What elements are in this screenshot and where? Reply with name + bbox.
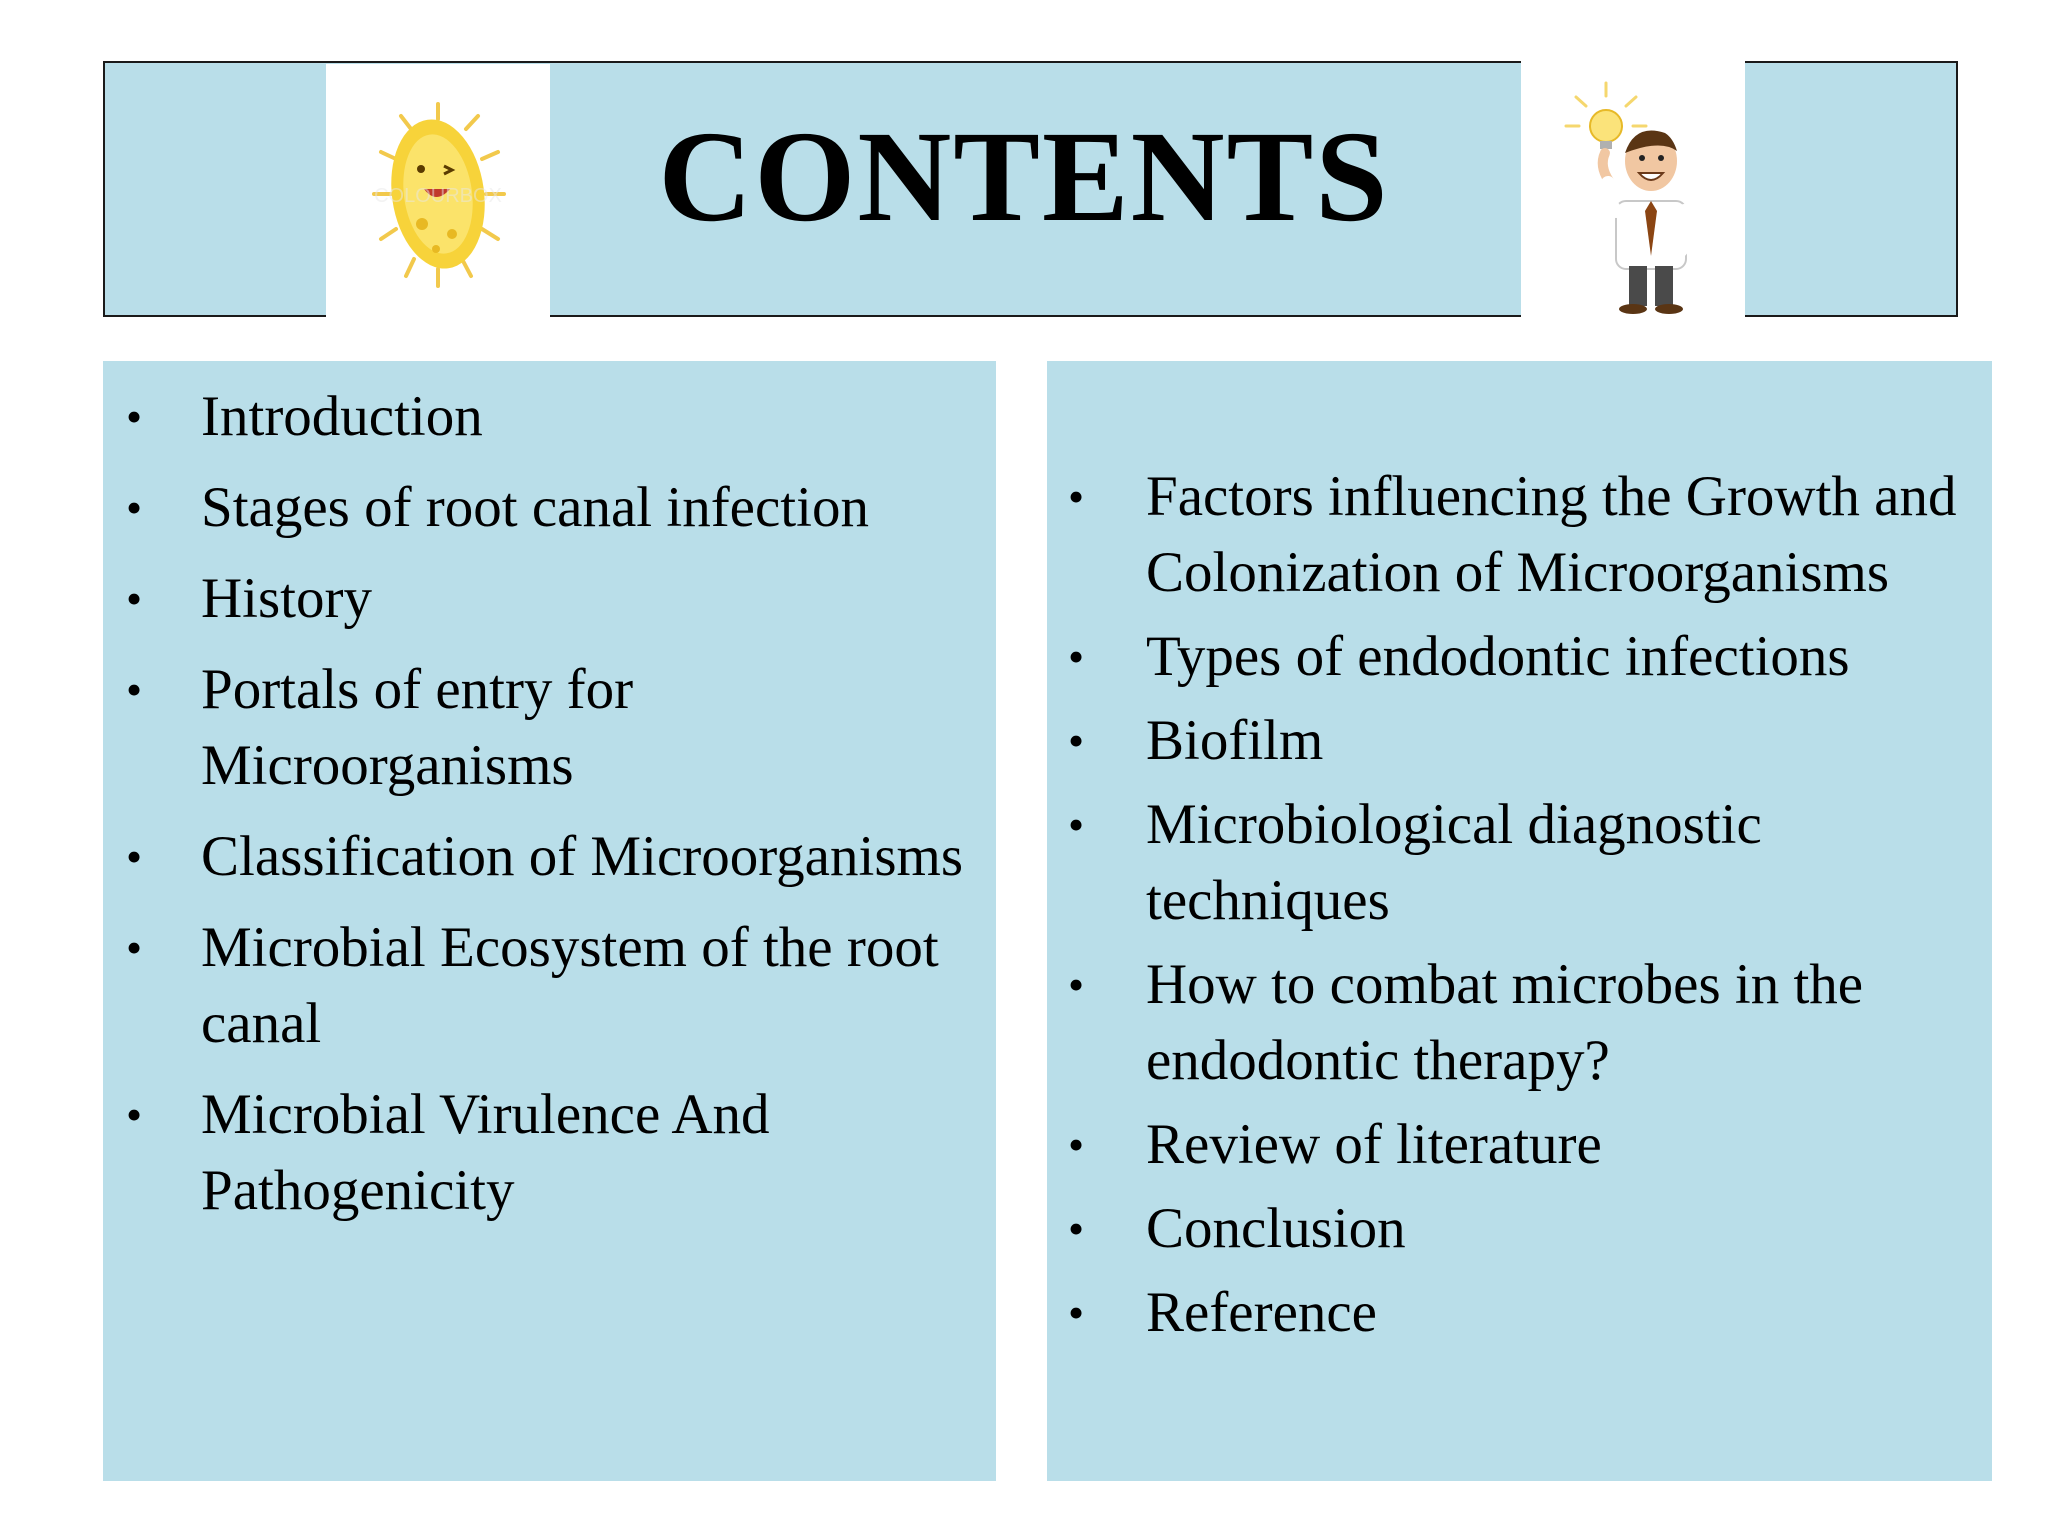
contents-item-label: Biofilm [1146,709,1324,772]
left-contents-list [103,379,983,1244]
bullet-icon: • [126,831,143,882]
contents-item-label: Types of endodontic infections [1146,625,1850,688]
page-title: CONTENTS [658,105,1390,249]
bullet-icon: • [126,391,143,442]
contents-item-label: Microbiological diagnostic techniques [1146,793,1762,932]
bullet-icon: • [1068,959,1085,1010]
contents-item-label: Factors influencing the Growth and Colonization of Microorganisms [1146,465,1957,604]
bullet-icon: • [126,922,143,973]
bullet-icon: • [126,664,143,715]
contents-item-label: Microbial Ecosystem of the root canal [201,916,939,1055]
bullet-icon: • [126,1089,143,1140]
contents-list-item [103,470,983,546]
contents-list-item [1047,1107,1987,1183]
contents-list-item [103,652,983,804]
contents-list-item [103,819,983,895]
contents-item-label: Stages of root canal infection [201,476,869,539]
contents-list-item [1047,1191,1987,1267]
contents-item-label: Portals of entry for Microorganisms [201,658,634,797]
contents-item-label: Review of literature [1146,1113,1602,1176]
bullet-icon: • [126,573,143,624]
contents-item-label: Introduction [201,385,483,448]
contents-item-label: Conclusion [1146,1197,1406,1260]
bullet-icon: • [1068,631,1085,682]
contents-list-item [1047,787,1987,939]
bullet-icon: • [1068,715,1085,766]
contents-list-item [103,910,983,1062]
bullet-icon: • [1068,471,1085,522]
right-contents-list [1047,459,1987,1359]
contents-list-item [1047,1275,1987,1351]
left-contents-panel [103,361,996,1481]
contents-list-item [1047,947,1987,1099]
bullet-icon: • [1068,1203,1085,1254]
contents-list-item [103,561,983,637]
contents-item-label: How to combat microbes in the endodontic therapy? [1146,953,1864,1092]
contents-item-label: Microbial Virulence And Pathogenicity [201,1083,770,1222]
contents-item-label: History [201,567,372,630]
bullet-icon: • [1068,1119,1085,1170]
contents-item-label: Classification of Microorganisms [201,825,964,888]
contents-list-item [103,1077,983,1229]
contents-list-item [103,379,983,455]
bullet-icon: • [126,482,143,533]
watermark-text: COLOURBOX [374,185,502,207]
right-contents-panel [1047,361,1992,1481]
bullet-icon: • [1068,1287,1085,1338]
contents-list-item [1047,619,1987,695]
bullet-icon: • [1068,799,1085,850]
contents-list-item [1047,703,1987,779]
contents-list-item [1047,459,1987,611]
contents-item-label: Reference [1146,1281,1377,1344]
